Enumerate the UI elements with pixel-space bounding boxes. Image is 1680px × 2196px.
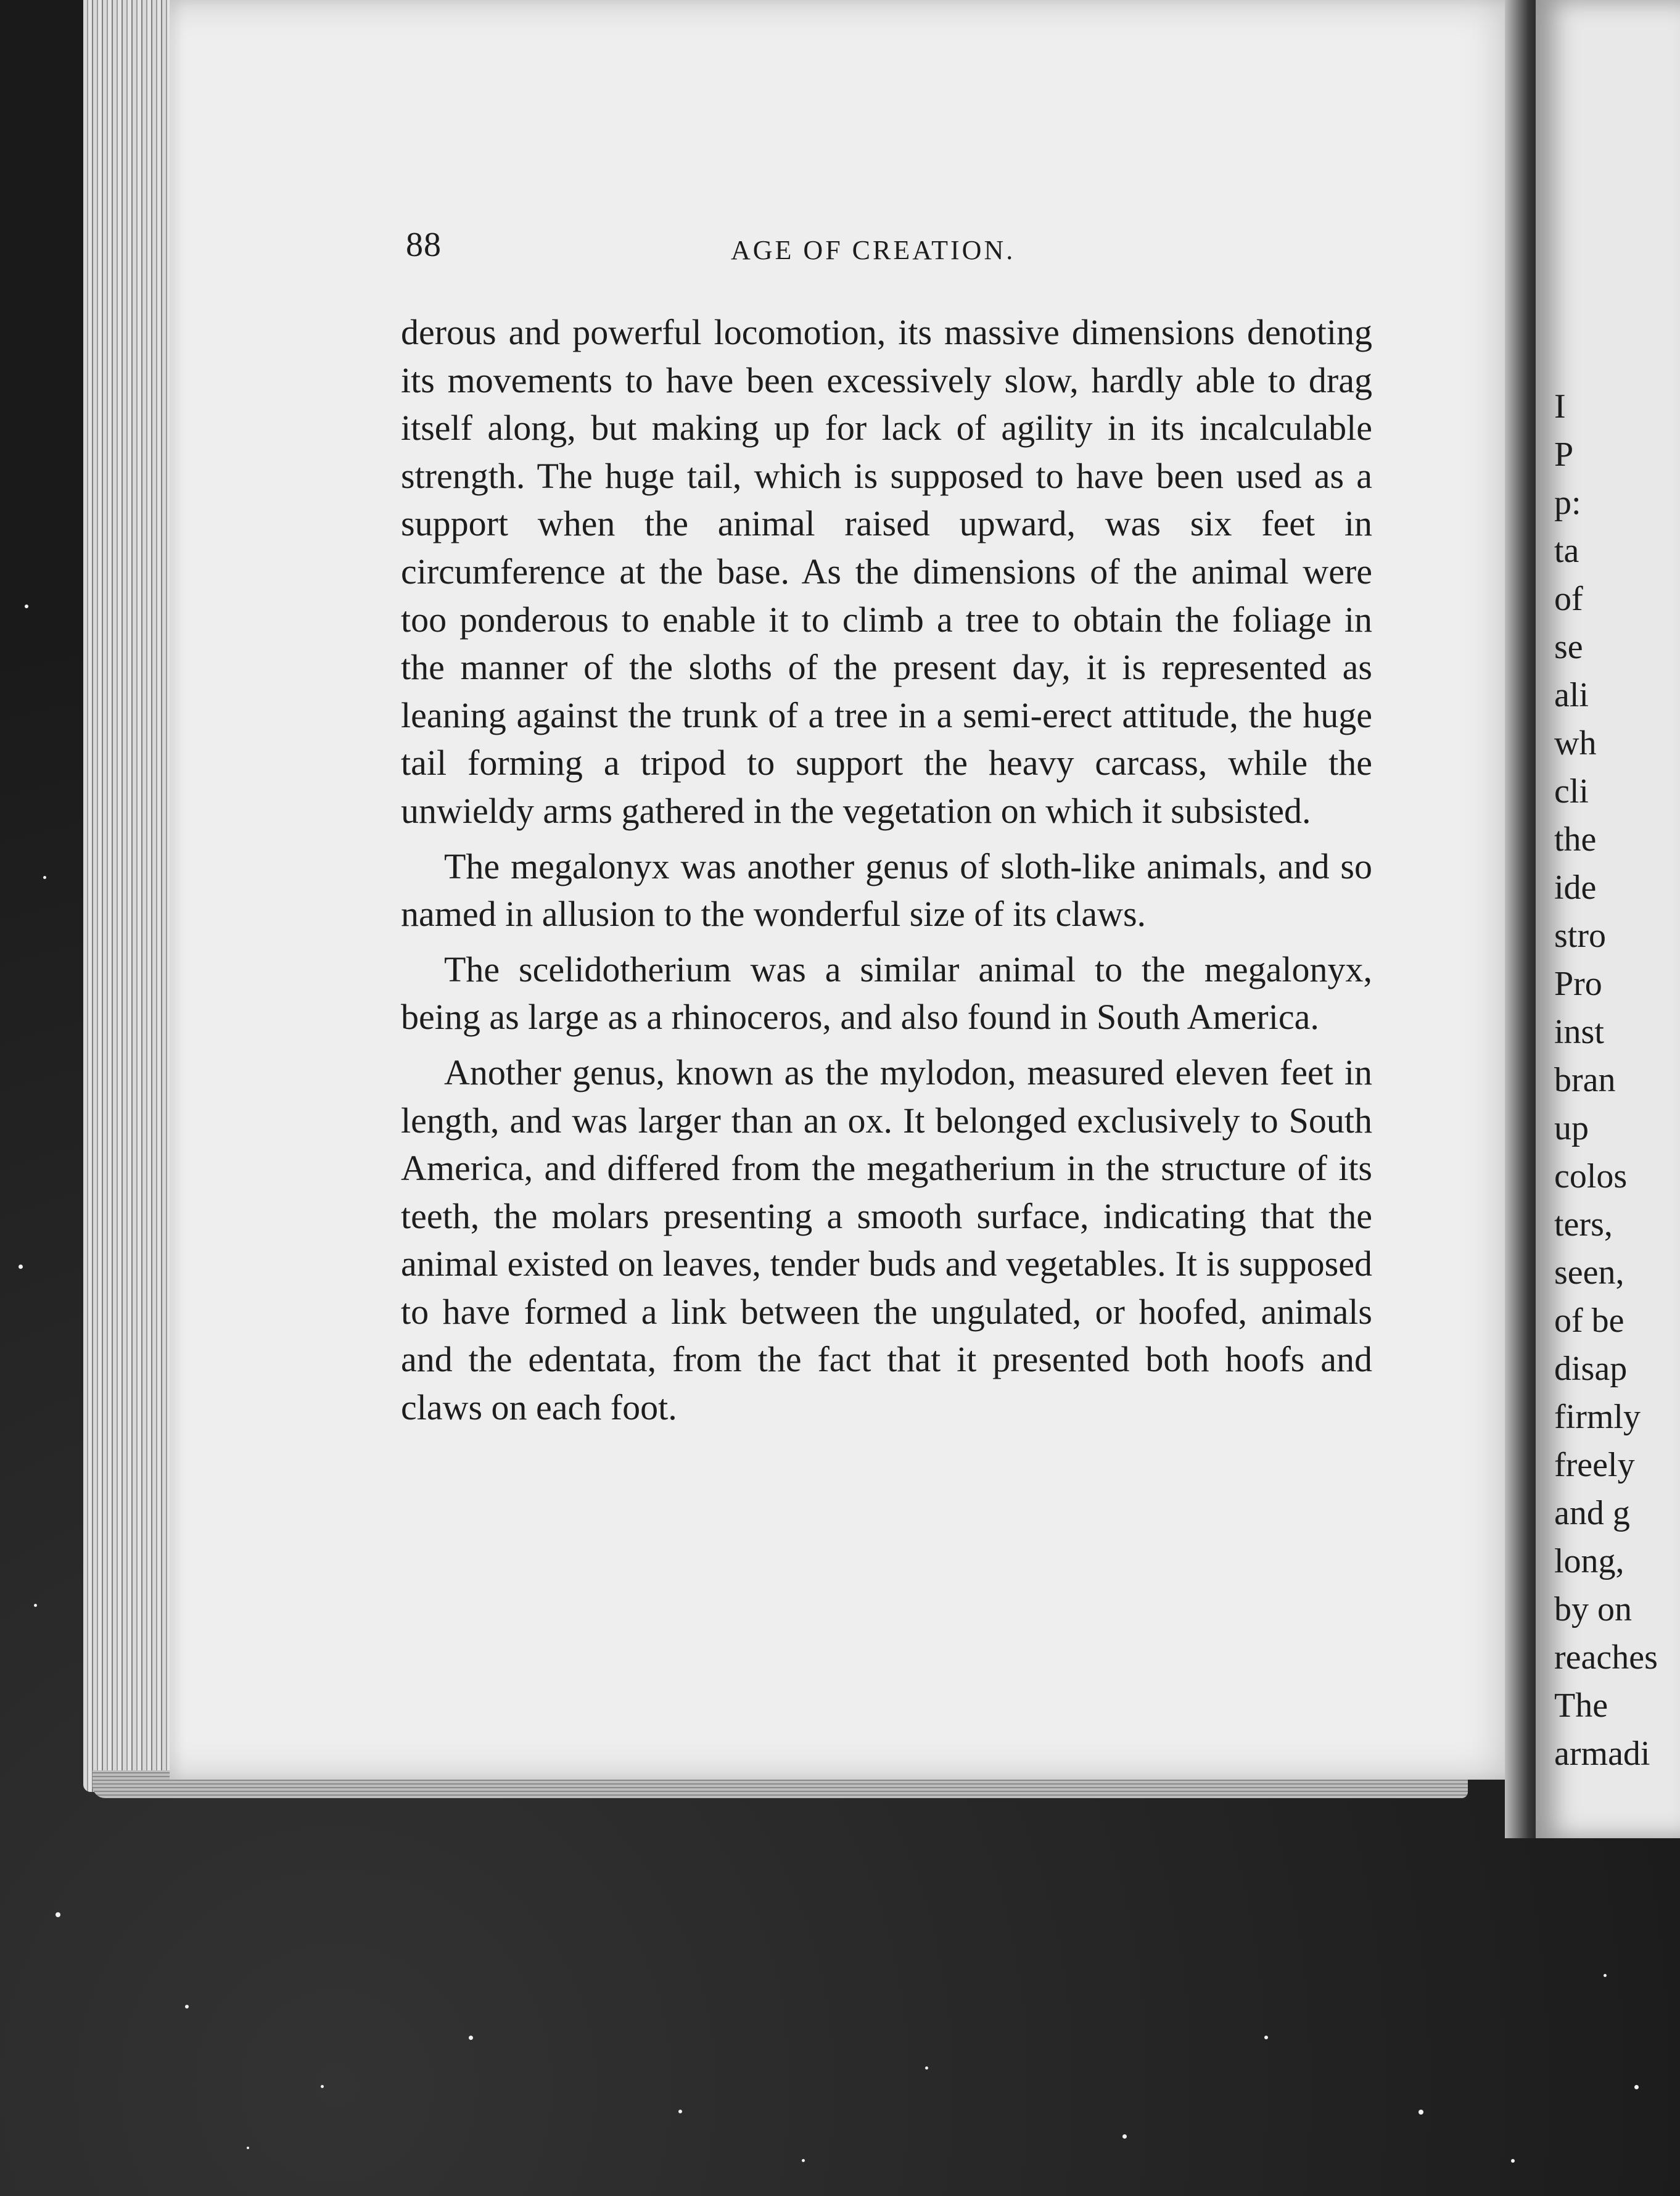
paragraph-2: The megalonyx was another genus of sloth-like animals, and so named in allusion to the wonderful size of its claws. bbox=[401, 846, 1372, 935]
paragraph-1: derous and powerful locomotion, its massive dimensions denoting its movements to have been excessively slow, hardly able to drag itself along, but making up for lack of agility in its incalculable strength. The huge tail, which is supposed to have been used as a support when the animal raised upward, was six feet in circumference at the base. As the dimensions of the animal were too ponderous to enable it to climb a tree to obtain the foliage in the manner of the sloths of the present day, it is represented as leaning against the trunk of a tree in a semi-erect attitude, the huge tail forming a tripod to support the heavy carcass, while the unwieldy arms gathered in the vegetation on which it subsisted. bbox=[401, 312, 1372, 831]
dust-speck bbox=[19, 1265, 23, 1269]
body-text bbox=[401, 308, 1372, 1432]
dust-speck bbox=[678, 2110, 682, 2113]
dust-speck bbox=[1511, 2159, 1515, 2163]
right-page-text-fragments bbox=[1554, 382, 1680, 1778]
dust-speck bbox=[925, 2066, 928, 2070]
right-page-line: by on bbox=[1554, 1590, 1632, 1628]
right-page-line: inst bbox=[1554, 1013, 1604, 1051]
page-edges-stack bbox=[83, 0, 176, 1792]
dust-speck bbox=[25, 605, 28, 608]
right-page-line: I bbox=[1554, 387, 1566, 426]
right-page-line: bran bbox=[1554, 1061, 1616, 1099]
right-page-line: armadi bbox=[1554, 1735, 1650, 1773]
dust-speck bbox=[469, 2036, 473, 2040]
dust-speck bbox=[56, 1912, 60, 1917]
right-page-line: of bbox=[1554, 580, 1583, 618]
right-page-line: The bbox=[1554, 1686, 1608, 1725]
right-page-line: reaches bbox=[1554, 1638, 1658, 1677]
dust-speck bbox=[1634, 2085, 1639, 2089]
right-page-line: freely bbox=[1554, 1446, 1635, 1484]
right-page-line: colos bbox=[1554, 1157, 1628, 1195]
right-page-line: ters, bbox=[1554, 1205, 1613, 1244]
dust-speck bbox=[247, 2147, 249, 2149]
dust-speck bbox=[43, 876, 46, 879]
right-page-line: and g bbox=[1554, 1494, 1630, 1532]
running-head: AGE OF CREATION. bbox=[731, 235, 1016, 265]
right-page-line: long, bbox=[1554, 1542, 1624, 1580]
right-page-line: se bbox=[1554, 628, 1583, 666]
right-page-line: the bbox=[1554, 820, 1597, 859]
right-page-line: seen, bbox=[1554, 1253, 1624, 1292]
right-page-line: p: bbox=[1554, 484, 1581, 522]
right-page-line: ide bbox=[1554, 869, 1597, 907]
dust-speck bbox=[802, 2159, 805, 2162]
dust-speck bbox=[1122, 2134, 1127, 2139]
paragraph-4: Another genus, known as the mylodon, measured eleven feet in length, and was larger than an ox. It belonged exclusively to South America, and differed from the megatherium in the structure of its teeth, the molars presenting a smooth surface, indicating that the animal existed on leaves, tender buds and vegetables. It is supposed to have formed a link between the ungulated, or hoofed, animals and the edentata, from the fact that it presented both hoofs and claws on each foot. bbox=[401, 1052, 1372, 1428]
right-page-line: disap bbox=[1554, 1350, 1628, 1388]
page-number: 88 bbox=[406, 226, 442, 264]
dust-speck bbox=[321, 2085, 324, 2088]
dust-speck bbox=[1419, 2110, 1423, 2115]
dust-speck bbox=[185, 2005, 189, 2008]
right-page-line: up bbox=[1554, 1109, 1589, 1147]
right-page-line: firmly bbox=[1554, 1398, 1641, 1436]
right-page-line: of be bbox=[1554, 1302, 1624, 1340]
right-page-line: wh bbox=[1554, 724, 1597, 762]
right-page-line: P bbox=[1554, 435, 1574, 474]
right-page-line: stro bbox=[1554, 917, 1606, 955]
dust-speck bbox=[34, 1604, 37, 1607]
dust-speck bbox=[1604, 1974, 1607, 1977]
right-page-line: ta bbox=[1554, 532, 1579, 570]
right-page-line: ali bbox=[1554, 676, 1589, 714]
paragraph-3: The scelidotherium was a similar animal to the megalonyx, being as large as a rhinoceros, and also found in South America. bbox=[401, 949, 1372, 1038]
right-page-line: cli bbox=[1554, 772, 1589, 811]
dust-speck bbox=[1264, 2036, 1268, 2039]
right-page-line: Pro bbox=[1554, 965, 1602, 1003]
